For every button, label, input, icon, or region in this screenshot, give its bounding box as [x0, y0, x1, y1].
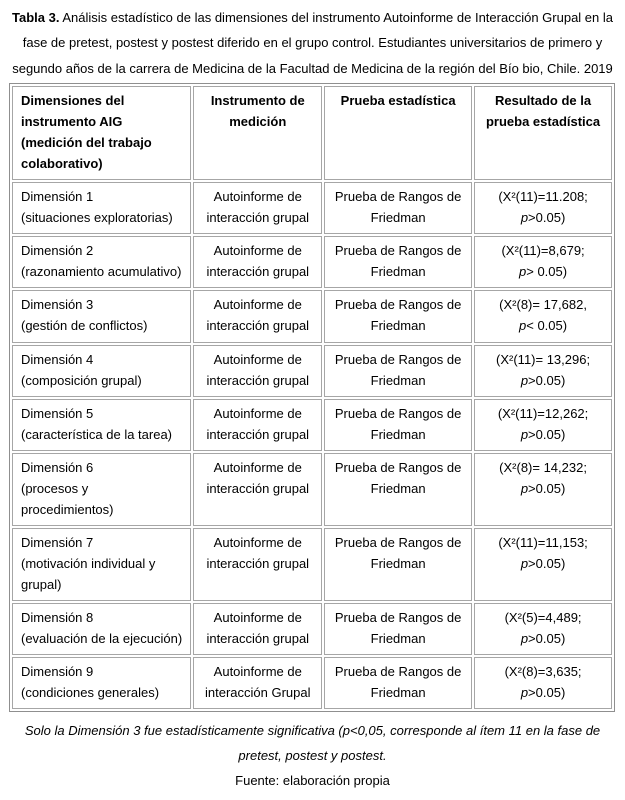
instrument-cell: Autoinforme de interacción grupal [193, 453, 322, 526]
significance-note: Solo la Dimensión 3 fue estadísticamente significativa (p<0,05, corresponde al ítem 11 en la fase de pretest, postest y postest. [24, 723, 601, 763]
p-symbol: p [520, 480, 529, 496]
dimension-title: Dimensión 8 [21, 609, 94, 625]
p-comparison: >0.05) [528, 480, 566, 496]
header-test: Prueba estadística [324, 86, 472, 180]
test-cell: Prueba de Rangos de Friedman [324, 345, 472, 397]
p-comparison: >0.05) [528, 685, 566, 701]
results-table [9, 83, 615, 712]
result-stat: (X²(8)=3,635; [504, 664, 582, 680]
result-cell [474, 657, 612, 709]
caption-label: Tabla 3. [12, 10, 60, 25]
result-cell [474, 528, 612, 601]
result-pvalue [483, 424, 603, 445]
table-caption [8, 0, 617, 81]
result-cell [474, 236, 612, 288]
dimension-cell [12, 657, 191, 709]
dimension-detail: (procesos y procedimientos) [21, 480, 114, 517]
dimension-title: Dimensión 1 [21, 189, 94, 205]
p-comparison: >0.05) [528, 631, 566, 647]
result-cell [474, 399, 612, 451]
test-cell: Prueba de Rangos de Friedman [324, 603, 472, 655]
dimension-title: Dimensión 4 [21, 351, 94, 367]
result-pvalue [483, 370, 603, 391]
instrument-cell: Autoinforme de interacción Grupal [193, 657, 322, 709]
dimension-cell [12, 399, 191, 451]
dimension-detail: (motivación individual y grupal) [21, 555, 156, 592]
dimension-detail: (condiciones generales) [21, 685, 160, 701]
dimension-cell [12, 345, 191, 397]
table-row [12, 290, 612, 342]
instrument-cell: Autoinforme de interacción grupal [193, 182, 322, 234]
instrument-cell: Autoinforme de interacción grupal [193, 236, 322, 288]
p-comparison: > 0.05) [526, 264, 568, 280]
table-row [12, 345, 612, 397]
test-cell: Prueba de Rangos de Friedman [324, 290, 472, 342]
dimension-title: Dimensión 3 [21, 297, 94, 313]
result-stat: (X²(11)=12,262; [497, 405, 589, 421]
p-symbol: p [520, 210, 529, 226]
result-stat: (X²(11)=8,679; [501, 243, 585, 259]
test-cell: Prueba de Rangos de Friedman [324, 453, 472, 526]
dimension-cell [12, 236, 191, 288]
instrument-cell: Autoinforme de interacción grupal [193, 345, 322, 397]
dimension-detail: (evaluación de la ejecución) [21, 631, 183, 647]
dimension-cell [12, 453, 191, 526]
result-cell [474, 345, 612, 397]
table-row [12, 657, 612, 709]
dimension-title: Dimensión 9 [21, 664, 94, 680]
p-comparison: >0.05) [528, 210, 566, 226]
result-cell [474, 603, 612, 655]
p-symbol: p [519, 318, 527, 334]
header-row [12, 86, 612, 180]
dimension-title: Dimensión 2 [21, 243, 94, 259]
table-row [12, 603, 612, 655]
test-cell: Prueba de Rangos de Friedman [324, 182, 472, 234]
header-result: Resultado de la prueba estadística [474, 86, 612, 180]
instrument-cell: Autoinforme de interacción grupal [193, 399, 322, 451]
dimension-cell [12, 603, 191, 655]
p-symbol: p [520, 631, 529, 647]
p-symbol: p [520, 555, 529, 571]
result-stat: (X²(8)= 14,232; [499, 459, 587, 475]
source-note: Fuente: elaboración propia [235, 772, 390, 788]
table-row [12, 182, 612, 234]
result-pvalue [483, 628, 603, 649]
table-row [12, 528, 612, 601]
p-symbol: p [520, 372, 529, 388]
dimension-detail: (razonamiento acumulativo) [21, 264, 182, 280]
test-cell: Prueba de Rangos de Friedman [324, 399, 472, 451]
result-cell [474, 453, 612, 526]
p-comparison: >0.05) [528, 555, 566, 571]
result-pvalue [483, 315, 603, 336]
p-comparison: < 0.05) [526, 318, 568, 334]
result-stat: (X²(11)= 13,296; [496, 351, 591, 367]
dimension-detail: (característica de la tarea) [21, 426, 173, 442]
dimension-detail: (gestión de conflictos) [21, 318, 148, 334]
table-row [12, 399, 612, 451]
instrument-cell: Autoinforme de interacción grupal [193, 290, 322, 342]
p-symbol: p [519, 264, 527, 280]
result-pvalue [483, 682, 603, 703]
caption-text: Análisis estadístico de las dimensiones del instrumento Autoinforme de Interacción Grupal en la fase de pretest, postest y postest diferido en el grupo control. Estudiantes universitarios de primero y segundo años de la carrera de Medicina de la Facultad de Medicina de la región del Bío bio, Chile. 2019 [12, 10, 613, 76]
result-cell [474, 290, 612, 342]
result-stat: (X²(11)=11,153; [498, 534, 588, 550]
dimension-cell [12, 290, 191, 342]
instrument-cell: Autoinforme de interacción grupal [193, 528, 322, 601]
result-pvalue [483, 478, 603, 499]
result-stat: (X²(8)= 17,682, [499, 297, 587, 313]
test-cell: Prueba de Rangos de Friedman [324, 657, 472, 709]
dimension-title: Dimensión 6 [21, 459, 94, 475]
p-comparison: >0.05) [528, 372, 566, 388]
result-pvalue [483, 207, 603, 228]
header-dimensions: Dimensiones del instrumento AIG (medición del trabajo colaborativo) [12, 86, 191, 180]
table-row [12, 453, 612, 526]
dimension-title: Dimensión 7 [21, 534, 94, 550]
table-row [12, 236, 612, 288]
result-pvalue [483, 553, 603, 574]
dimension-cell [12, 182, 191, 234]
result-stat: (X²(5)=4,489; [504, 609, 582, 625]
test-cell: Prueba de Rangos de Friedman [324, 528, 472, 601]
result-stat: (X²(11)=11.208; [498, 189, 588, 205]
dimension-title: Dimensión 5 [21, 405, 94, 421]
result-pvalue [483, 261, 603, 282]
p-comparison: >0.05) [528, 426, 566, 442]
dimension-detail: (composición grupal) [21, 372, 142, 388]
p-symbol: p [520, 426, 529, 442]
dimension-detail: (situaciones exploratorias) [21, 210, 173, 226]
test-cell: Prueba de Rangos de Friedman [324, 236, 472, 288]
dimension-cell [12, 528, 191, 601]
instrument-cell: Autoinforme de interacción grupal [193, 603, 322, 655]
header-instrument: Instrumento de medición [193, 86, 322, 180]
p-symbol: p [520, 685, 529, 701]
result-cell [474, 182, 612, 234]
